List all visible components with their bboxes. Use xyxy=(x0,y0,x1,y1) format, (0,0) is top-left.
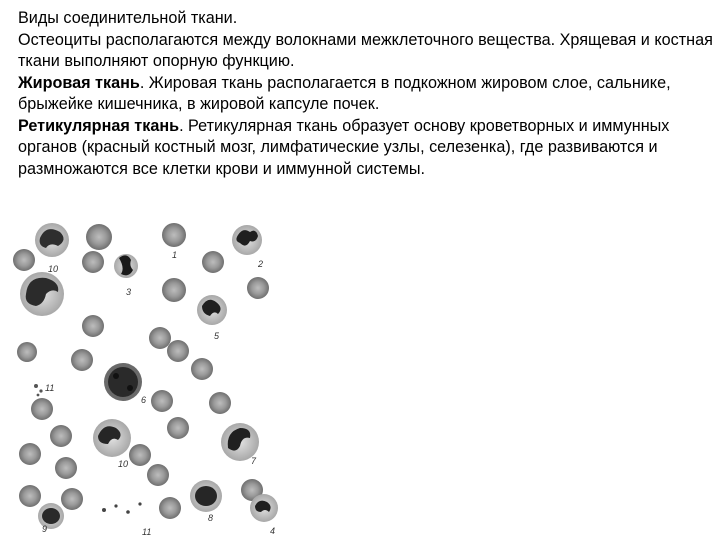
figure-label: 2 xyxy=(258,259,264,269)
figure-label: 11 xyxy=(45,383,55,393)
paragraph-bone-cartilage: Остеоциты располагаются между волокнами межклеточного вещества. Хрящевая и костная ткани выполняют опорную функцию. xyxy=(18,30,713,70)
paragraph-reticular-tissue xyxy=(18,116,716,181)
paragraph-fat-tissue xyxy=(18,73,716,116)
figure-label: 10 xyxy=(48,264,59,274)
fat-tissue-text: . Жировая ткань располагается в подкожном жировом слое, сальнике, брыжейке кишечника, в жировой капсуле почек. xyxy=(18,73,671,113)
figure-label: 7 xyxy=(251,456,257,466)
figure-label: 8 xyxy=(208,513,214,523)
fat-tissue-term: Жировая ткань xyxy=(18,73,140,92)
reticular-tissue-text: . Ретикулярная ткань образует основу кроветворных и иммунных органов (красный костный мозг, лимфатические узлы, селезенка), где развиваются и размножаются все клетки крови и иммунной системы. xyxy=(18,116,670,178)
reticular-tissue-term: Ретикулярная ткань xyxy=(18,116,180,135)
figure-label: 5 xyxy=(214,331,220,341)
blood-cells-illustration xyxy=(0,210,290,540)
text-block xyxy=(18,8,716,180)
leukocytes xyxy=(20,223,278,529)
figure-label: 1 xyxy=(172,250,178,260)
figure-label: 6 xyxy=(141,395,147,405)
figure-label: 11 xyxy=(142,527,152,537)
figure-label: 9 xyxy=(42,524,48,534)
figure-label: 10 xyxy=(118,459,129,469)
blood-cells-figure xyxy=(0,210,290,540)
figure-label: 4 xyxy=(270,526,276,536)
figure-label: 3 xyxy=(126,287,132,297)
slide-title-line: Виды соединительной ткани. xyxy=(18,9,238,27)
